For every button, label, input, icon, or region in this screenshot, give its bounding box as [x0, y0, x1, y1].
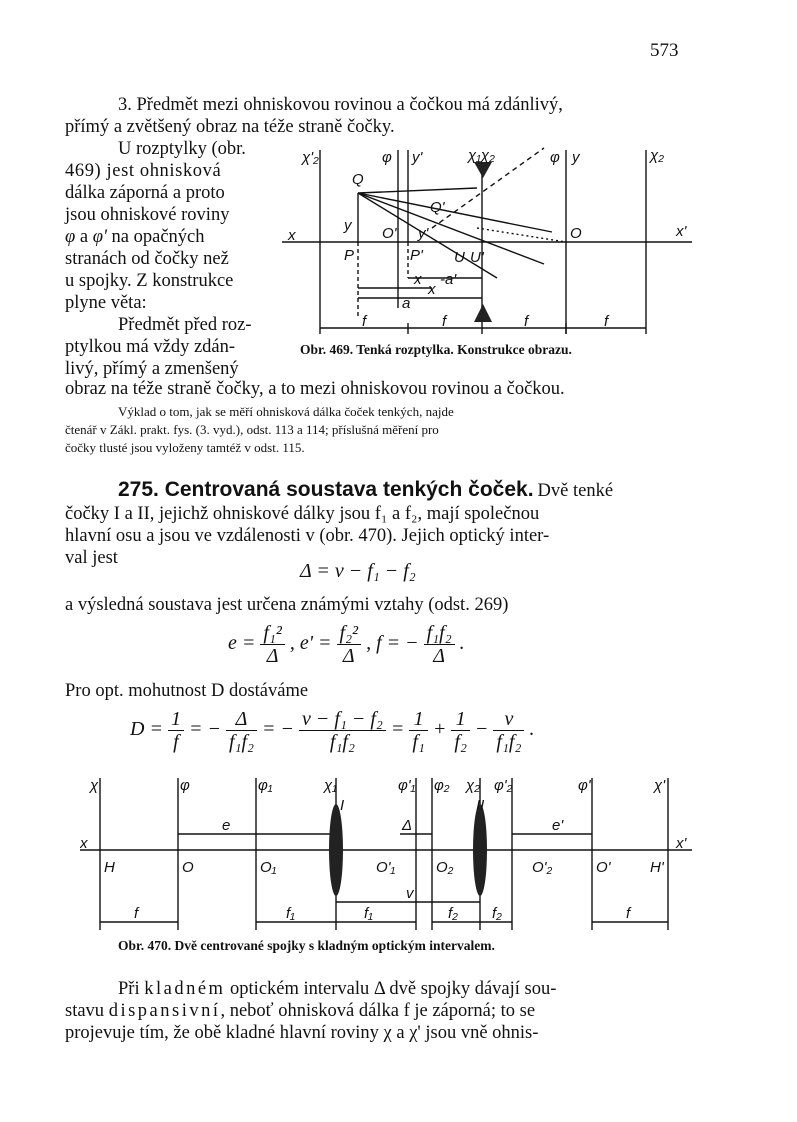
svg-text:Q: Q: [352, 171, 364, 188]
closing-line-2: stavu dispansivní, neboť ohnisková dálka f je záporná; to se: [65, 1001, 536, 1021]
small-line-1: Výklad o tom, jak se měří ohnisková dálka čoček tenkých, najde: [118, 404, 454, 419]
wrap-line-5: φ a φ' na opačných: [65, 227, 205, 247]
svg-text:χ: χ: [90, 777, 99, 794]
fig470-caption: Obr. 470. Dvě centrované spojky s kladným optickým intervalem.: [118, 938, 495, 953]
section-line-2: čočky I a II, jejichž ohniskové dálky jsou f₁ a f₂, mají společnou: [65, 504, 540, 524]
label-chi-left: χ'₂: [302, 149, 319, 166]
svg-text:U: U: [454, 249, 465, 266]
intro-line-1: 3. Předmět mezi ohniskovou rovinou a čočkou má zdánlivý,: [118, 95, 563, 115]
svg-text:e: e: [222, 817, 231, 834]
wrap-line-1: U rozptylky (obr.: [118, 139, 246, 159]
lens-bottom-marker: [474, 304, 492, 322]
svg-text:χ₂: χ₂: [466, 777, 480, 794]
svg-text:φ: φ: [382, 149, 392, 166]
svg-text:P': P': [410, 247, 423, 264]
svg-text:x': x': [676, 835, 687, 852]
svg-text:f₁: f₁: [286, 905, 295, 922]
wrap-line-7: u spojky. Z konstrukce: [65, 271, 234, 291]
wrap-line-11: livý, přímý a zmenšený: [65, 359, 239, 379]
svg-text:O₂: O₂: [436, 859, 454, 876]
svg-text:Q': Q': [430, 199, 445, 216]
svg-text:y: y: [344, 217, 352, 234]
svg-text:f: f: [362, 313, 367, 330]
svg-text:f: f: [442, 313, 447, 330]
svg-text:O'₂: O'₂: [532, 859, 553, 876]
fig469-caption: Obr. 469. Tenká rozptylka. Konstrukce obrazu.: [300, 342, 572, 357]
svg-text:f₂: f₂: [492, 905, 502, 922]
svg-text:f₂: f₂: [448, 905, 458, 922]
wrap-line-9: Předmět před roz-: [118, 315, 252, 335]
svg-text:χ': χ': [654, 777, 666, 794]
svg-text:I: I: [340, 797, 345, 814]
svg-text:y': y': [418, 225, 429, 242]
section-line-5: a výsledná soustava jest určena známými vztahy (odst. 269): [65, 595, 509, 615]
svg-text:y: y: [572, 149, 580, 166]
svg-text:φ: φ: [550, 149, 560, 166]
svg-text:O: O: [182, 859, 194, 876]
svg-text:O'₁: O'₁: [376, 859, 396, 876]
section-line-6: Pro opt. mohutnost D dostáváme: [65, 681, 309, 701]
wrap-line-3: dálka záporná a proto: [65, 183, 225, 203]
section-line-4: val jest: [65, 548, 118, 568]
svg-text:e': e': [552, 817, 564, 834]
svg-text:f: f: [626, 905, 631, 922]
equation-delta: Δ = v − f₁ − f₂: [300, 560, 416, 582]
svg-text:H: H: [104, 859, 115, 876]
svg-text:v: v: [406, 885, 414, 902]
section-heading-line: 275. Centrovaná soustava tenkých čoček. Dvě tenké: [118, 478, 614, 501]
svg-text:O': O': [382, 225, 397, 242]
figure-469: [282, 138, 702, 338]
section-line-3: hlavní osu a jsou ve vzdálenosti v (obr. 470). Jejich optický inter-: [65, 526, 550, 546]
wrap-line-6: stranách od čočky než: [65, 249, 229, 269]
svg-text:x: x: [288, 227, 296, 244]
intro-line-2: přímý a zvětšený obraz na téže straně čočky.: [65, 117, 395, 137]
svg-text:a: a: [402, 295, 411, 312]
svg-text:P: P: [344, 247, 355, 264]
equation-efe: e = $\frac{\text{f₁²}}{\Delta}$ , e' = $\frac{\text{f₂²}}{\Delta}$ , f = − $\frac{\text{f₁f₂}}{\Delta}$ .: [228, 622, 465, 667]
lens-top-marker: [474, 162, 492, 178]
svg-text:O₁: O₁: [260, 859, 277, 876]
wrap-line-8: plyne věta:: [65, 293, 147, 313]
svg-text:φ'₂: φ'₂: [494, 777, 513, 794]
svg-text:φ₁: φ₁: [258, 777, 273, 794]
svg-text:O: O: [570, 225, 582, 242]
svg-text:f: f: [134, 905, 139, 922]
wrap-line-10: ptylkou má vždy zdán-: [65, 337, 236, 357]
page-number: 573: [650, 40, 679, 61]
small-line-2: čtenář v Zákl. prakt. fys. (3. vyd.), odst. 113 a 114; příslušná měření pro: [65, 422, 439, 437]
svg-text:φ': φ': [578, 777, 591, 794]
svg-text:f₁: f₁: [364, 905, 373, 922]
closing-line-1: Při kladném optickém intervalu Δ dvě spojky dávají sou-: [118, 979, 557, 999]
lens-II: [473, 804, 487, 896]
svg-text:χ₁: χ₁: [324, 777, 337, 794]
section-heading: 275. Centrovaná soustava tenkých čoček.: [118, 478, 534, 501]
svg-text:φ: φ: [180, 777, 190, 794]
small-line-3: čočky tlusté jsou vyloženy tamtéž v odst. 115.: [65, 440, 305, 455]
svg-text:x: x: [80, 835, 88, 852]
svg-text:f: f: [524, 313, 529, 330]
svg-text:U': U': [470, 249, 484, 266]
svg-text:-a': -a': [440, 271, 457, 288]
closing-line-3: projevuje tím, že obě kladné hlavní roviny χ a χ' jsou vně ohnis-: [65, 1023, 539, 1043]
intro-line-3: obraz na téže straně čočky, a to mezi ohniskovou rovinou a čočkou.: [65, 379, 565, 399]
svg-text:O': O': [596, 859, 611, 876]
svg-text:x: x: [414, 271, 422, 288]
svg-text:χ₁χ₂: χ₁χ₂: [468, 147, 495, 164]
svg-text:x: x: [428, 281, 436, 298]
equation-D: D = $\frac{1}{f}$ = − $\frac{\Delta}{\text{f₁f₂}}$ = − $\frac{\text{v − f₁ − f₂}}{\text{f₁f₂}}$ = $\frac{1}{\text{f₁}}$ + $\frac{1}{\text{f₂}}$ − $\frac{v}{\text{f₁f₂}}$ .: [130, 708, 535, 753]
wrap-line-2: 469) jest ohnisková: [65, 161, 222, 181]
svg-text:Δ: Δ: [402, 817, 413, 834]
svg-text:II: II: [476, 797, 485, 814]
svg-text:x': x': [676, 223, 687, 240]
svg-text:f: f: [604, 313, 609, 330]
wrap-line-4: jsou ohniskové roviny: [65, 205, 230, 225]
svg-text:H': H': [650, 859, 664, 876]
svg-text:φ'₁: φ'₁: [398, 777, 416, 794]
svg-text:y': y': [412, 149, 423, 166]
svg-text:χ₂: χ₂: [650, 147, 664, 164]
figure-470: [80, 770, 700, 940]
svg-text:φ₂: φ₂: [434, 777, 450, 794]
lens-I: [329, 804, 343, 896]
